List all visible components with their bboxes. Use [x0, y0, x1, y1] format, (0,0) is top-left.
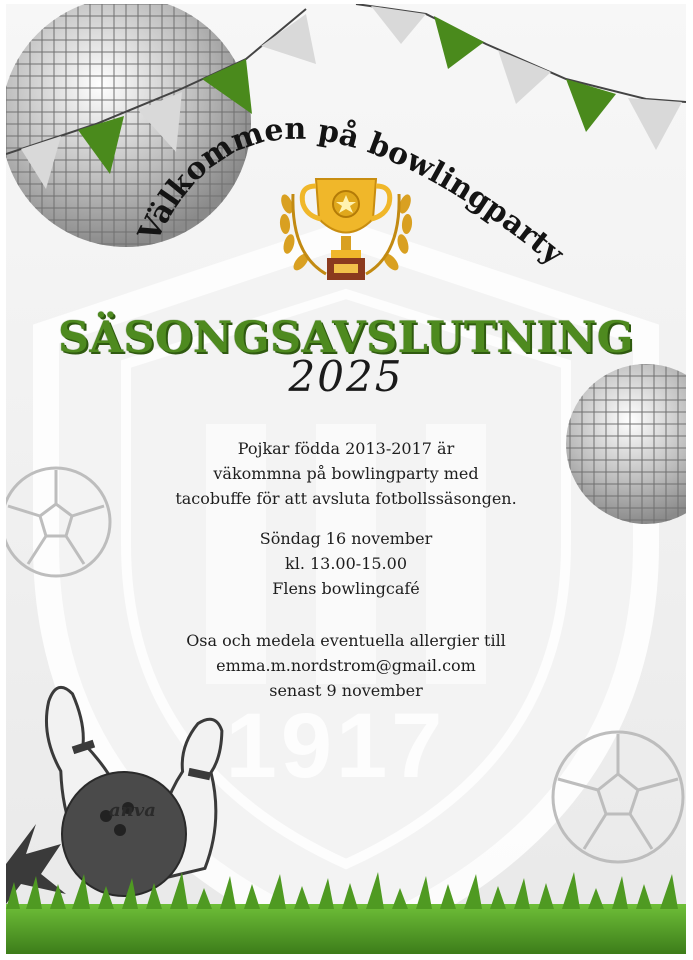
watermark-text: anva [109, 800, 156, 821]
event-year: 2025 [288, 352, 404, 401]
grass-strip [6, 4, 686, 954]
event-time: kl. 13.00-15.00 [285, 554, 407, 573]
event-date: Söndag 16 november [259, 529, 433, 548]
intro-line: tacobuffe för att avsluta fotbollssäsongen. [175, 489, 517, 508]
rsvp-deadline: senast 9 november [269, 681, 423, 700]
event-location: Flens bowlingcafé [272, 579, 420, 598]
event-title: SÄSONGSAVSLUTNING [58, 313, 634, 363]
intro-line: väkommna på bowlingparty med [213, 464, 479, 483]
background-year: 1917 [225, 695, 447, 797]
arc-heading-text: Välkommen på bowlingparty [131, 111, 571, 272]
event-poster [6, 4, 686, 954]
rsvp-instruction: Osa och medela eventuella allergier till [186, 631, 506, 650]
intro-line: Pojkar födda 2013-2017 är [237, 439, 455, 458]
rsvp-email: emma.m.nordstrom@gmail.com [216, 656, 476, 675]
